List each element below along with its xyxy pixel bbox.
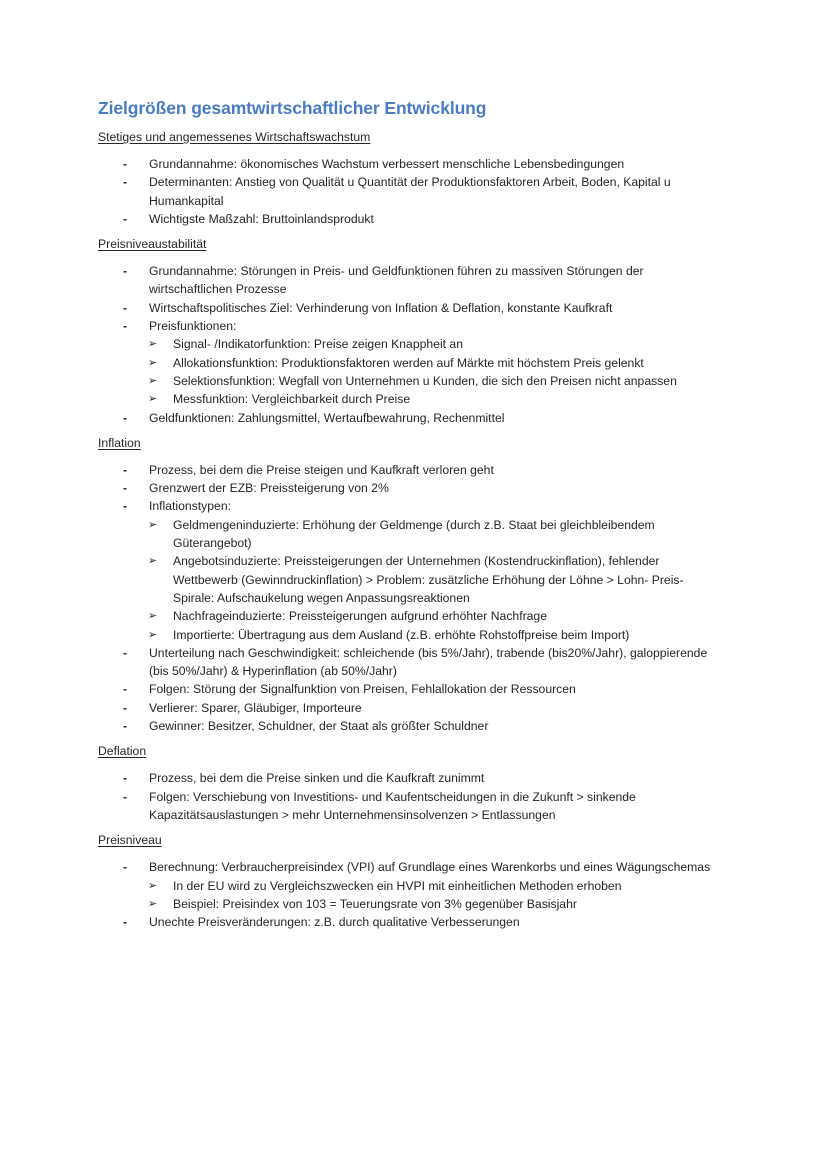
list-item-text: Inflationstypen: bbox=[149, 499, 231, 514]
section-3 bbox=[98, 742, 718, 824]
section-heading: Inflation bbox=[98, 435, 141, 450]
list-item-text: Berechnung: Verbraucherpreisindex (VPI) auf Grundlage eines Warenkorbs und eines Wägungschemas bbox=[149, 860, 711, 875]
sub-list-item-text: Importierte: Übertragung aus dem Ausland (z.B. erhöhte Rohstoffpreise beim Import) bbox=[173, 627, 630, 642]
dash-bullet-icon: - bbox=[123, 211, 128, 226]
sub-list-item bbox=[98, 390, 718, 408]
arrow-bullet-icon: ➢ bbox=[148, 338, 158, 351]
sub-list-item bbox=[98, 607, 718, 625]
list-item bbox=[98, 717, 718, 735]
list-item-text: Geldfunktionen: Zahlungsmittel, Wertaufbewahrung, Rechenmittel bbox=[149, 410, 505, 425]
list-item bbox=[98, 155, 718, 173]
document-page bbox=[98, 96, 718, 938]
arrow-bullet-icon: ➢ bbox=[148, 393, 158, 406]
list-item bbox=[98, 699, 718, 717]
dash-bullet-icon: - bbox=[123, 175, 128, 190]
list-item-text: Preisfunktionen: bbox=[149, 319, 237, 334]
list-item-text: Prozess, bei dem die Preise sinken und die Kaufkraft zunimmt bbox=[149, 771, 485, 786]
bullet-list bbox=[98, 262, 718, 427]
dash-bullet-icon: - bbox=[123, 719, 128, 734]
list-item-text: Unterteilung nach Geschwindigkeit: schleichende (bis 5%/Jahr), trabende (bis20%/Jahr), galoppierende (bis 50%/Jahr) & Hyperinflation (ab 50%/Jahr) bbox=[149, 645, 708, 679]
dash-bullet-icon: - bbox=[123, 410, 128, 425]
sub-list-item bbox=[98, 552, 718, 607]
sub-list-item-text: Angebotsinduzierte: Preissteigerungen der Unternehmen (Kostendruckinflation), fehlender Wettbewerb (Gewinndruckinflation) > Problem: zusätzliche Erhöhung der Löhne > Lohn- Preis-Spirale: Aufschaukelung wegen Anpassungsreaktionen bbox=[173, 554, 684, 605]
dash-bullet-icon: - bbox=[123, 462, 128, 477]
list-item bbox=[98, 497, 718, 643]
list-item bbox=[98, 913, 718, 931]
list-item bbox=[98, 769, 718, 787]
dash-bullet-icon: - bbox=[123, 771, 128, 786]
sub-list-item-text: Nachfrageinduzierte: Preissteigerungen aufgrund erhöhter Nachfrage bbox=[173, 609, 547, 624]
list-item-text: Wirtschaftspolitisches Ziel: Verhinderung von Inflation & Deflation, konstante Kaufkraft bbox=[149, 300, 613, 315]
dash-bullet-icon: - bbox=[123, 300, 128, 315]
list-item-text: Unechte Preisveränderungen: z.B. durch qualitative Verbesserungen bbox=[149, 915, 520, 930]
section-heading: Preisniveau bbox=[98, 833, 162, 848]
sub-list-item bbox=[98, 626, 718, 644]
arrow-bullet-icon: ➢ bbox=[148, 555, 158, 568]
page-title: Zielgrößen gesamtwirtschaftlicher Entwicklung bbox=[98, 98, 487, 118]
sub-list bbox=[149, 877, 718, 914]
list-item bbox=[98, 858, 718, 913]
sub-list-item bbox=[98, 354, 718, 372]
sub-list-item bbox=[98, 372, 718, 390]
section-2 bbox=[98, 434, 718, 735]
sub-list-item-text: Messfunktion: Vergleichbarkeit durch Preise bbox=[173, 392, 411, 407]
list-item-text: Prozess, bei dem die Preise steigen und Kaufkraft verloren geht bbox=[149, 462, 494, 477]
dash-bullet-icon: - bbox=[123, 915, 128, 930]
section-heading: Deflation bbox=[98, 744, 147, 759]
dash-bullet-icon: - bbox=[123, 700, 128, 715]
list-item bbox=[98, 409, 718, 427]
list-item bbox=[98, 479, 718, 497]
sub-list-item-text: Allokationsfunktion: Produktionsfaktoren werden auf Märkte mit höchstem Preis gelenkt bbox=[173, 355, 644, 370]
list-item-text: Grundannahme: ökonomisches Wachstum verbessert menschliche Lebensbedingungen bbox=[149, 157, 625, 171]
list-item-text: Folgen: Verschiebung von Investitions- und Kaufentscheidungen in die Zukunft > sinkende Kapazitätsauslastungen > mehr Unternehmensinsolvenzen > Entlassungen bbox=[149, 789, 636, 822]
arrow-bullet-icon: ➢ bbox=[148, 897, 158, 910]
list-item-text: Gewinner: Besitzer, Schuldner, der Staat als größter Schuldner bbox=[149, 719, 489, 734]
list-item-text: Grundannahme: Störungen in Preis- und Geldfunktionen führen zu massiven Störungen der wirtschaftlichen Prozesse bbox=[149, 264, 644, 297]
dash-bullet-icon: - bbox=[123, 645, 128, 660]
arrow-bullet-icon: ➢ bbox=[148, 610, 158, 623]
list-item bbox=[98, 788, 718, 825]
sub-list-item bbox=[98, 877, 718, 895]
dash-bullet-icon: - bbox=[123, 264, 128, 279]
sub-list-item-text: Geldmengeninduzierte: Erhöhung der Geldmenge (durch z.B. Staat bei gleichbleibendem Güterangebot) bbox=[173, 517, 655, 551]
list-item bbox=[98, 262, 718, 299]
list-item bbox=[98, 461, 718, 479]
list-item bbox=[98, 317, 718, 408]
list-item-text: Verlierer: Sparer, Gläubiger, Importeure bbox=[149, 700, 362, 715]
dash-bullet-icon: - bbox=[123, 860, 128, 875]
sections-container bbox=[98, 128, 718, 931]
section-heading: Stetiges und angemessenes Wirtschaftswachstum bbox=[98, 130, 371, 144]
sub-list-item-text: Selektionsfunktion: Wegfall von Unternehmen u Kunden, die sich den Preisen nicht anpassen bbox=[173, 373, 677, 388]
dash-bullet-icon: - bbox=[123, 682, 128, 697]
bullet-list bbox=[98, 858, 718, 931]
list-item bbox=[98, 173, 718, 210]
bullet-list bbox=[98, 155, 718, 228]
arrow-bullet-icon: ➢ bbox=[148, 374, 158, 387]
list-item-text: Wichtigste Maßzahl: Bruttoinlandsprodukt bbox=[149, 211, 374, 226]
sub-list bbox=[149, 335, 718, 408]
list-item bbox=[98, 299, 718, 317]
bullet-list bbox=[98, 769, 718, 824]
sub-list-item-text: Beispiel: Preisindex von 103 = Teuerungsrate von 3% gegenüber Basisjahr bbox=[173, 896, 577, 911]
dash-bullet-icon: - bbox=[123, 319, 128, 334]
section-heading: Preisniveaustabilität bbox=[98, 237, 207, 252]
sub-list-item bbox=[98, 516, 718, 553]
list-item bbox=[98, 644, 718, 681]
list-item-text: Determinanten: Anstieg von Qualität u Quantität der Produktionsfaktoren Arbeit, Boden, Kapital u Humankapital bbox=[149, 175, 671, 208]
dash-bullet-icon: - bbox=[123, 481, 128, 496]
arrow-bullet-icon: ➢ bbox=[148, 628, 158, 641]
section-0 bbox=[98, 128, 718, 228]
list-item bbox=[98, 210, 718, 228]
list-item-text: Grenzwert der EZB: Preissteigerung von 2% bbox=[149, 481, 389, 496]
dash-bullet-icon: - bbox=[123, 499, 128, 514]
section-1 bbox=[98, 235, 718, 427]
sub-list-item bbox=[98, 895, 718, 913]
arrow-bullet-icon: ➢ bbox=[148, 356, 158, 369]
list-item bbox=[98, 680, 718, 698]
bullet-list bbox=[98, 461, 718, 735]
sub-list-item-text: In der EU wird zu Vergleichszwecken ein HVPI mit einheitlichen Methoden erhoben bbox=[173, 878, 622, 893]
arrow-bullet-icon: ➢ bbox=[148, 518, 158, 531]
dash-bullet-icon: - bbox=[123, 157, 128, 171]
arrow-bullet-icon: ➢ bbox=[148, 879, 158, 892]
section-4 bbox=[98, 831, 718, 931]
list-item-text: Folgen: Störung der Signalfunktion von Preisen, Fehlallokation der Ressourcen bbox=[149, 682, 576, 697]
sub-list-item-text: Signal- /Indikatorfunktion: Preise zeigen Knappheit an bbox=[173, 337, 463, 352]
dash-bullet-icon: - bbox=[123, 789, 128, 804]
sub-list-item bbox=[98, 335, 718, 353]
sub-list bbox=[149, 516, 718, 644]
